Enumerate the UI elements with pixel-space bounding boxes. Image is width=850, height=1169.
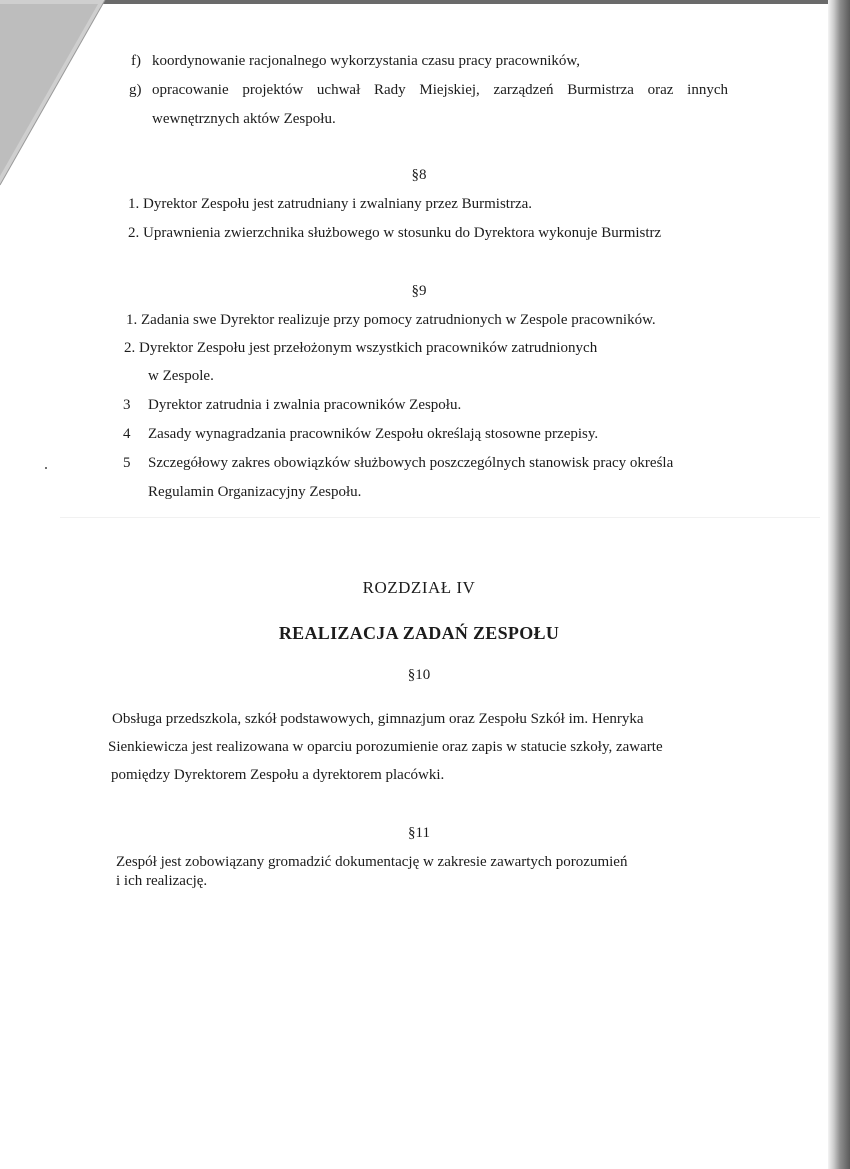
list-item-g-line1: opracowanie projektów uchwał Rady Miejskiej, zarządzeń Burmistrza oraz innych: [152, 82, 728, 98]
section-9-item-1: 1. Zadania swe Dyrektor realizuje przy pomocy zatrudnionych w Zespole pracowników.: [126, 312, 656, 328]
section-8-item-1: 1. Dyrektor Zespołu jest zatrudniany i zwalniany przez Burmistrza.: [128, 196, 533, 212]
chapter-title: REALIZACJA ZADAŃ ZESPOŁU: [278, 623, 560, 643]
scan-faint-line: [60, 517, 820, 518]
scan-top-edge: [0, 0, 850, 4]
section-9-item-4-number: 4: [123, 426, 131, 442]
list-label-f: f): [131, 53, 141, 69]
section-9-title: §9: [411, 283, 427, 299]
section-10-line-1: Obsługa przedszkola, szkół podstawowych, gimnazjum oraz Zespołu Szkół im. Henryka: [112, 711, 644, 727]
list-item-f: koordynowanie racjonalnego wykorzystania czasu pracy pracowników,: [152, 53, 581, 69]
section-11-line-1: Zespół jest zobowiązany gromadzić dokumentację w zakresie zawartych porozumień: [116, 854, 628, 870]
section-11-title: §11: [408, 825, 430, 841]
section-9-item-2-line1: 2. Dyrektor Zespołu jest przełożonym wszystkich pracowników zatrudnionych: [124, 340, 598, 356]
section-9-item-5-line1: Szczegółowy zakres obowiązków służbowych poszczególnych stanowisk pracy określa: [148, 455, 674, 471]
section-10-line-3: pomiędzy Dyrektorem Zespołu a dyrektorem placówki.: [111, 767, 445, 783]
section-9-item-3-number: 3: [123, 397, 131, 413]
section-9-item-2-line2: w Zespole.: [148, 368, 214, 384]
section-8-title: §8: [411, 167, 427, 183]
list-item-g-line2: wewnętrznych aktów Zespołu.: [152, 111, 336, 127]
section-9-item-3: Dyrektor zatrudnia i zwalnia pracowników Zespołu.: [148, 397, 462, 413]
section-10-title: §10: [407, 667, 431, 683]
folded-corner: [0, 0, 110, 190]
section-9-item-5-line2: Regulamin Organizacyjny Zespołu.: [148, 484, 362, 500]
section-9-item-4: Zasady wynagradzania pracowników Zespołu określają stosowne przepisy.: [148, 426, 599, 442]
list-label-g: g): [129, 82, 142, 98]
chapter-number: ROZDZIAŁ IV: [362, 578, 476, 597]
scan-speck: [45, 467, 47, 469]
section-10-line-2: Sienkiewicza jest realizowana w oparciu porozumienie oraz zapis w statucie szkoły, zawarte: [108, 739, 663, 755]
section-9-item-5-number: 5: [123, 455, 131, 471]
section-11-line-2: i ich realizację.: [116, 873, 208, 889]
section-8-item-2: 2. Uprawnienia zwierzchnika służbowego w stosunku do Dyrektora wykonuje Burmistrz: [128, 225, 662, 241]
